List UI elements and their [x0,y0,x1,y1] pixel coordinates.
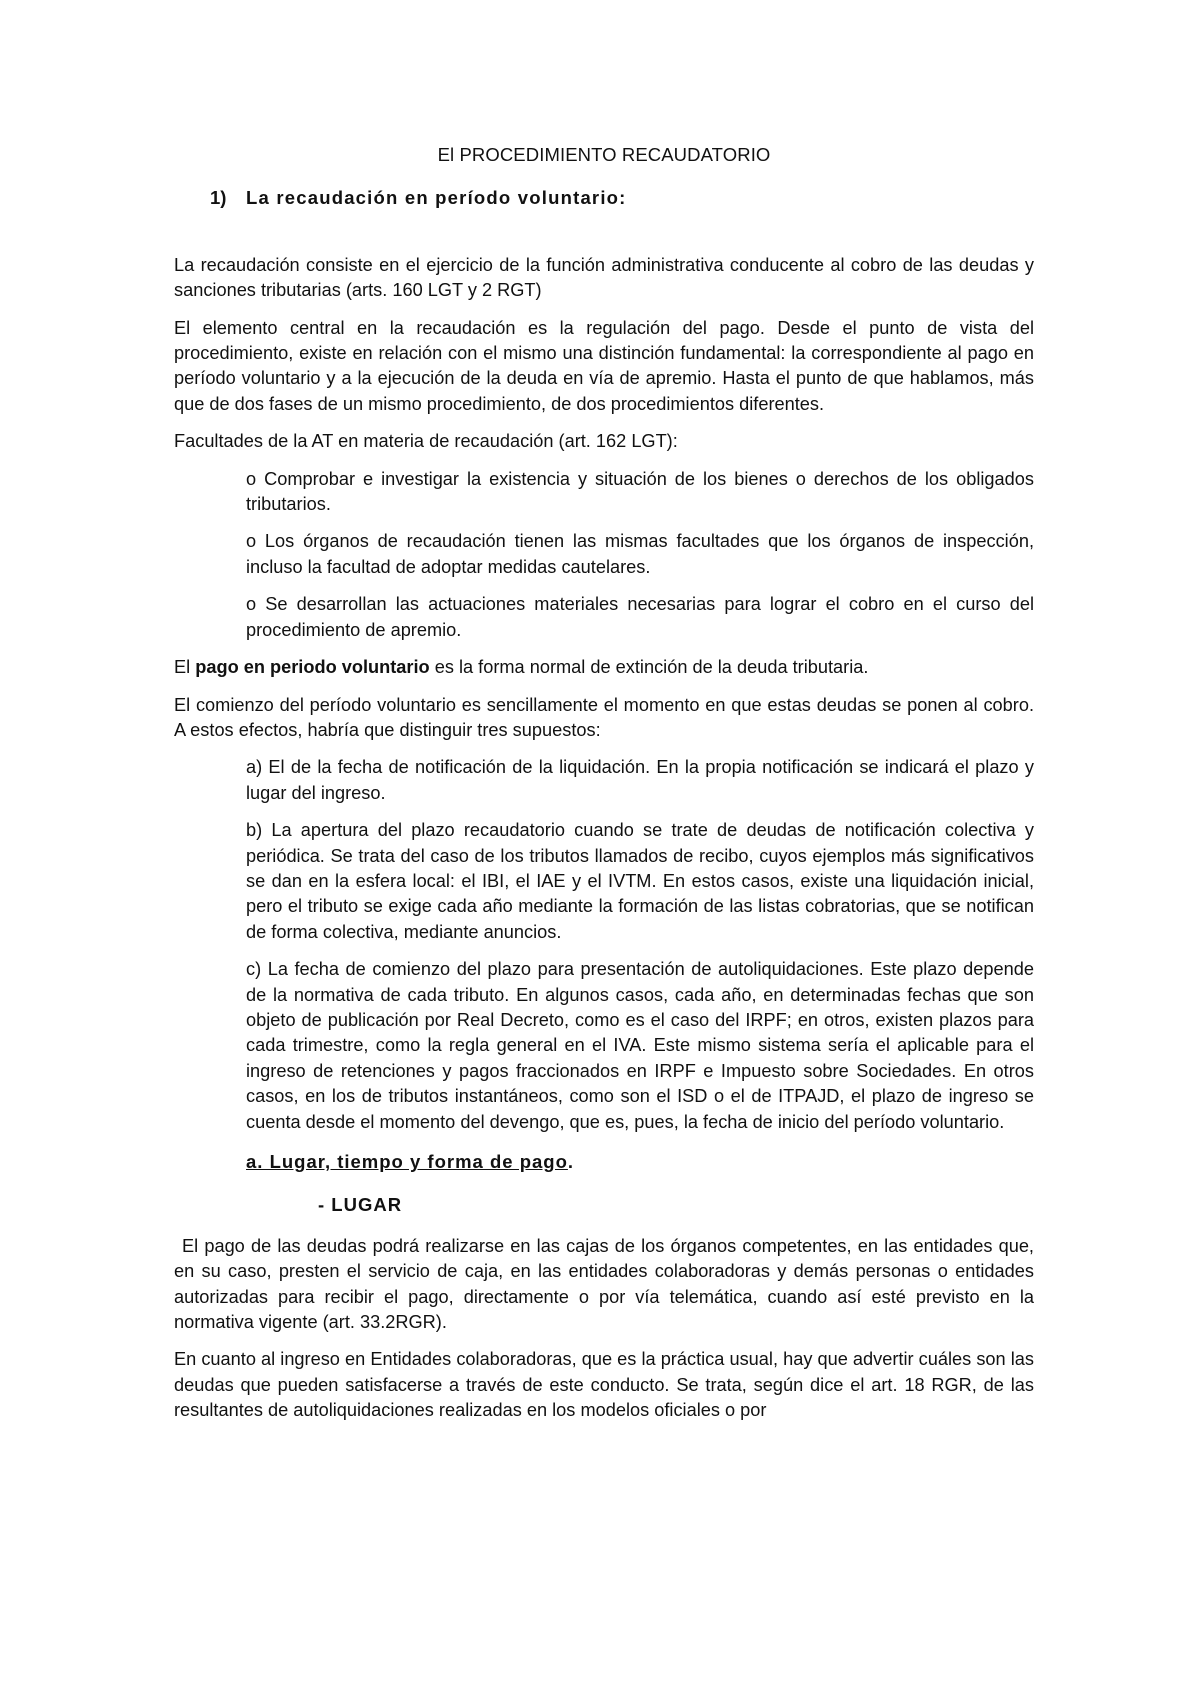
document-body [174,142,1034,1436]
paragraph-definition: La recaudación consiste en el ejercicio de la función administrativa conducente al cobro de las deudas y sanciones tributarias (arts. 160 LGT y 2 RGT) [174,254,1034,301]
section-heading [174,185,1034,210]
text-run: El [174,657,196,678]
paragraph-pago-voluntario [174,655,1034,680]
supuesto-c: c) La fecha de comienzo del plazo para presentación de autoliquidaciones. Este plazo depende de la normativa de cada tributo. En algunos casos, cada año, en determinadas fechas que son objeto de publicación por Real Decreto, como es el caso del IRPF; en otros, existen plazos para cada trimestre, como la regla general en el IVA. Este mismo sistema sería el aplicable para el ingreso de retenciones y pagos fraccionados en IRPF e Impuesto sobre Sociedades. En otros casos, en los de tributos instantáneos, como son el ISD o el de ITPAJD, el plazo de ingreso se cuenta desde el momento del devengo, que es, pues, la fecha de inicio del período voluntario. [246,959,1034,1132]
subheading-lugar: - LUGAR [318,1194,403,1216]
paragraph-elemento-central: El elemento central en la recaudación es la regulación del pago. Desde el punto de vista del procedimiento, existe en relación con el mismo una distinción fundamental: la correspondiente al pago en período voluntario y a la ejecución de la deuda en vía de apremio. Hasta el punto de que hablamos, más que de dos fases de un mismo procedimiento, de dos procedimientos diferentes. [174,317,1034,414]
paragraph-lugar-pago: El pago de las deudas podrá realizarse en las cajas de los órganos competentes, en las entidades que, en su caso, presten el servicio de caja, en las entidades colaboradoras y demás personas o entidades autorizadas para recibir el pago, directamente o por vía telemática, cuando así esté previsto en la normativa vigente (art. 33.2RGR). [174,1235,1034,1333]
supuesto-b: b) La apertura del plazo recaudatorio cuando se trate de deudas de notificación colectiva y periódica. Se trata del caso de los tributos llamados de recibo, cuyos ejemplos más significativos se dan en la esfera local: el IBI, el IAE y el IVTM. En estos casos, existe una liquidación inicial, pero el tributo se exige cada año mediante la formación de las listas cobratorias, que se notifican de forma colectiva, mediante anuncios. [246,820,1034,942]
paragraph-entidades-colaboradoras: En cuanto al ingreso en Entidades colaboradoras, que es la práctica usual, hay que advertir cuáles son las deudas que pueden satisfacerse a través de este conducto. Se trata, según dice el art. 18 RGR, de las resultantes de autoliquidaciones realizadas en los modelos oficiales o por [174,1349,1034,1421]
list-item: o Comprobar e investigar la existencia y situación de los bienes o derechos de los obligados tributarios. [246,468,1034,515]
paragraph-facultades-intro: Facultades de la AT en materia de recaudación (art. 162 LGT): [174,431,678,452]
text-run: es la forma normal de extinción de la deuda tributaria. [429,657,869,678]
document-title: El PROCEDIMIENTO RECAUDATORIO [437,144,771,165]
section-number: 1) [210,187,227,209]
section-title: La recaudación en período voluntario: [246,187,627,209]
subheading-lugar-tiempo-forma [246,1149,1034,1174]
paragraph-comienzo-periodo: El comienzo del período voluntario es sencillamente el momento en que estas deudas se ponen al cobro. A estos efectos, habría que distinguir tres supuestos: [174,694,1034,740]
list-item: o Se desarrollan las actuaciones materiales necesarias para lograr el cobro en el curso del procedimiento de apremio. [246,594,1034,640]
subheading-tail: . [567,1151,575,1172]
bold-term: pago en periodo voluntario [195,657,430,678]
list-item: o Los órganos de recaudación tienen las mismas facultades que los órganos de inspección, incluso la facultad de adoptar medidas cautelares. [246,531,1034,577]
subheading-text: a. Lugar, tiempo y forma de pago [246,1151,568,1172]
supuesto-a: a) El de la fecha de notificación de la liquidación. En la propia notificación se indicará el plazo y lugar del ingreso. [246,757,1034,803]
facultades-list [246,467,1034,643]
supuestos-list [246,755,1034,1135]
